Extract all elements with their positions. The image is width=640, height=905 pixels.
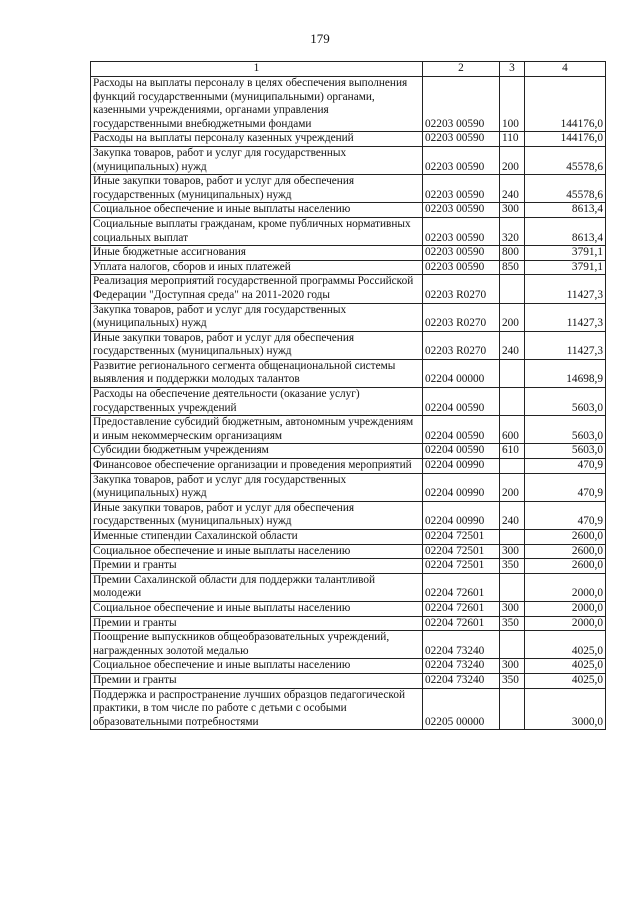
row-name: Именные стипендии Сахалинской области: [91, 530, 423, 545]
row-name: Премии и гранты: [91, 559, 423, 574]
row-code: 02204 73240: [423, 673, 500, 688]
row-expense-type: [500, 573, 525, 601]
row-amount: 8613,4: [525, 203, 606, 218]
row-code: 02203 R0270: [423, 331, 500, 359]
row-expense-type: [500, 688, 525, 730]
table-row: [91, 631, 606, 659]
row-name: Поощрение выпускников общеобразовательных учреждений, награжденных золотой медалью: [91, 631, 423, 659]
row-code: 02203 00590: [423, 217, 500, 245]
row-amount: 2600,0: [525, 559, 606, 574]
row-expense-type: 200: [500, 146, 525, 174]
row-name: Премии и гранты: [91, 673, 423, 688]
row-expense-type: 300: [500, 203, 525, 218]
table-row: [91, 203, 606, 218]
row-amount: 144176,0: [525, 132, 606, 147]
row-amount: 4025,0: [525, 631, 606, 659]
row-amount: 3791,1: [525, 246, 606, 261]
table-row: [91, 601, 606, 616]
row-amount: 2600,0: [525, 530, 606, 545]
row-name: Поддержка и распространение лучших образцов педагогической практики, в том числе по работе с детьми с особыми образовательными потребностями: [91, 688, 423, 730]
row-expense-type: 110: [500, 132, 525, 147]
row-name: Иные закупки товаров, работ и услуг для обеспечения государственных (муниципальных) нужд: [91, 175, 423, 203]
row-code: 02204 00590: [423, 444, 500, 459]
row-expense-type: [500, 388, 525, 416]
row-name: Иные бюджетные ассигнования: [91, 246, 423, 261]
row-name: Реализация мероприятий государственной программы Российской Федерации "Доступная среда" на 2011-2020 годы: [91, 275, 423, 303]
table-row: [91, 673, 606, 688]
table-row: [91, 688, 606, 730]
row-amount: 8613,4: [525, 217, 606, 245]
row-amount: 2600,0: [525, 544, 606, 559]
page-number: 179: [310, 31, 330, 46]
row-expense-type: 600: [500, 416, 525, 444]
row-expense-type: 240: [500, 175, 525, 203]
row-name: Расходы на выплаты персоналу казенных учреждений: [91, 132, 423, 147]
table-row: [91, 331, 606, 359]
row-code: 02204 72501: [423, 559, 500, 574]
column-header-name: 1: [91, 62, 423, 77]
row-amount: 5603,0: [525, 444, 606, 459]
row-amount: 45578,6: [525, 146, 606, 174]
row-amount: 2000,0: [525, 601, 606, 616]
table-row: [91, 473, 606, 501]
row-code: 02203 R0270: [423, 275, 500, 303]
row-expense-type: [500, 530, 525, 545]
table-row: [91, 275, 606, 303]
column-header-amount: 4: [525, 62, 606, 77]
row-code: 02203 00590: [423, 203, 500, 218]
row-amount: 4025,0: [525, 673, 606, 688]
row-expense-type: 320: [500, 217, 525, 245]
row-name: Закупка товаров, работ и услуг для государственных (муниципальных) нужд: [91, 473, 423, 501]
row-amount: 2000,0: [525, 573, 606, 601]
row-code: 02204 00990: [423, 473, 500, 501]
table-row: [91, 616, 606, 631]
row-code: 02203 00590: [423, 246, 500, 261]
row-expense-type: 850: [500, 260, 525, 275]
row-code: 02203 R0270: [423, 303, 500, 331]
row-expense-type: 800: [500, 246, 525, 261]
row-name: Социальное обеспечение и иные выплаты населению: [91, 659, 423, 674]
budget-table: [90, 61, 606, 730]
row-amount: 144176,0: [525, 77, 606, 132]
row-name: Социальные выплаты гражданам, кроме публичных нормативных социальных выплат: [91, 217, 423, 245]
row-code: 02203 00590: [423, 146, 500, 174]
column-header-code: 2: [423, 62, 500, 77]
row-expense-type: 350: [500, 673, 525, 688]
row-expense-type: 200: [500, 473, 525, 501]
table-row: [91, 459, 606, 474]
row-code: 02204 73240: [423, 631, 500, 659]
row-amount: 470,9: [525, 501, 606, 529]
row-name: Премии Сахалинской области для поддержки талантливой молодежи: [91, 573, 423, 601]
table-row: [91, 260, 606, 275]
row-code: 02203 00590: [423, 260, 500, 275]
table-row: [91, 416, 606, 444]
row-code: 02203 00590: [423, 175, 500, 203]
row-amount: 11427,3: [525, 275, 606, 303]
row-name: Премии и гранты: [91, 616, 423, 631]
row-code: 02204 72601: [423, 616, 500, 631]
row-code: 02204 72501: [423, 544, 500, 559]
table-row: [91, 303, 606, 331]
row-expense-type: 350: [500, 559, 525, 574]
table-row: [91, 388, 606, 416]
row-name: Закупка товаров, работ и услуг для государственных (муниципальных) нужд: [91, 146, 423, 174]
row-name: Социальное обеспечение и иные выплаты населению: [91, 544, 423, 559]
table-row: [91, 501, 606, 529]
row-name: Предоставление субсидий бюджетным, автономным учреждениям и иным некоммерческим организациям: [91, 416, 423, 444]
row-amount: 2000,0: [525, 616, 606, 631]
row-amount: 470,9: [525, 459, 606, 474]
row-amount: 5603,0: [525, 416, 606, 444]
row-name: Иные закупки товаров, работ и услуг для обеспечения государственных (муниципальных) нужд: [91, 501, 423, 529]
row-name: Закупка товаров, работ и услуг для государственных (муниципальных) нужд: [91, 303, 423, 331]
row-expense-type: 300: [500, 659, 525, 674]
row-name: Субсидии бюджетным учреждениям: [91, 444, 423, 459]
row-expense-type: 300: [500, 601, 525, 616]
row-amount: 45578,6: [525, 175, 606, 203]
row-code: 02203 00590: [423, 132, 500, 147]
row-amount: 5603,0: [525, 388, 606, 416]
table-row: [91, 146, 606, 174]
table-row: [91, 530, 606, 545]
row-code: 02204 72501: [423, 530, 500, 545]
row-expense-type: [500, 359, 525, 387]
row-name: Развитие регионального сегмента общенациональной системы выявления и поддержки молодых талантов: [91, 359, 423, 387]
table-row: [91, 544, 606, 559]
row-code: 02204 00990: [423, 459, 500, 474]
row-name: Финансовое обеспечение организации и проведения мероприятий: [91, 459, 423, 474]
column-header-type: 3: [500, 62, 525, 77]
table-row: [91, 217, 606, 245]
row-amount: 470,9: [525, 473, 606, 501]
table-row: [91, 573, 606, 601]
row-code: 02204 00590: [423, 388, 500, 416]
row-expense-type: 100: [500, 77, 525, 132]
row-expense-type: 350: [500, 616, 525, 631]
row-expense-type: 610: [500, 444, 525, 459]
row-name: Социальное обеспечение и иные выплаты населению: [91, 601, 423, 616]
row-name: Иные закупки товаров, работ и услуг для обеспечения государственных (муниципальных) нужд: [91, 331, 423, 359]
row-code: 02204 00990: [423, 501, 500, 529]
row-expense-type: 200: [500, 303, 525, 331]
row-code: 02203 00590: [423, 77, 500, 132]
table-row: [91, 359, 606, 387]
table-row: [91, 77, 606, 132]
table-header-row: [91, 62, 606, 77]
row-expense-type: [500, 275, 525, 303]
row-amount: 3000,0: [525, 688, 606, 730]
row-amount: 3791,1: [525, 260, 606, 275]
table-row: [91, 175, 606, 203]
row-name: Уплата налогов, сборов и иных платежей: [91, 260, 423, 275]
row-amount: 11427,3: [525, 331, 606, 359]
row-name: Расходы на обеспечение деятельности (оказание услуг) государственных учреждений: [91, 388, 423, 416]
row-name: Расходы на выплаты персоналу в целях обеспечения выполнения функций государственными (муниципальными) органами, казенными учреждениями, органами управления государственными внебюджетными фондами: [91, 77, 423, 132]
row-code: 02204 72601: [423, 573, 500, 601]
table-row: [91, 659, 606, 674]
row-code: 02204 00590: [423, 416, 500, 444]
row-amount: 14698,9: [525, 359, 606, 387]
table-row: [91, 444, 606, 459]
table-row: [91, 132, 606, 147]
row-code: 02204 72601: [423, 601, 500, 616]
row-expense-type: [500, 459, 525, 474]
row-code: 02205 00000: [423, 688, 500, 730]
row-expense-type: 240: [500, 331, 525, 359]
table-row: [91, 246, 606, 261]
row-code: 02204 73240: [423, 659, 500, 674]
row-name: Социальное обеспечение и иные выплаты населению: [91, 203, 423, 218]
row-expense-type: [500, 631, 525, 659]
row-code: 02204 00000: [423, 359, 500, 387]
row-expense-type: 300: [500, 544, 525, 559]
row-amount: 4025,0: [525, 659, 606, 674]
table-row: [91, 559, 606, 574]
row-expense-type: 240: [500, 501, 525, 529]
row-amount: 11427,3: [525, 303, 606, 331]
